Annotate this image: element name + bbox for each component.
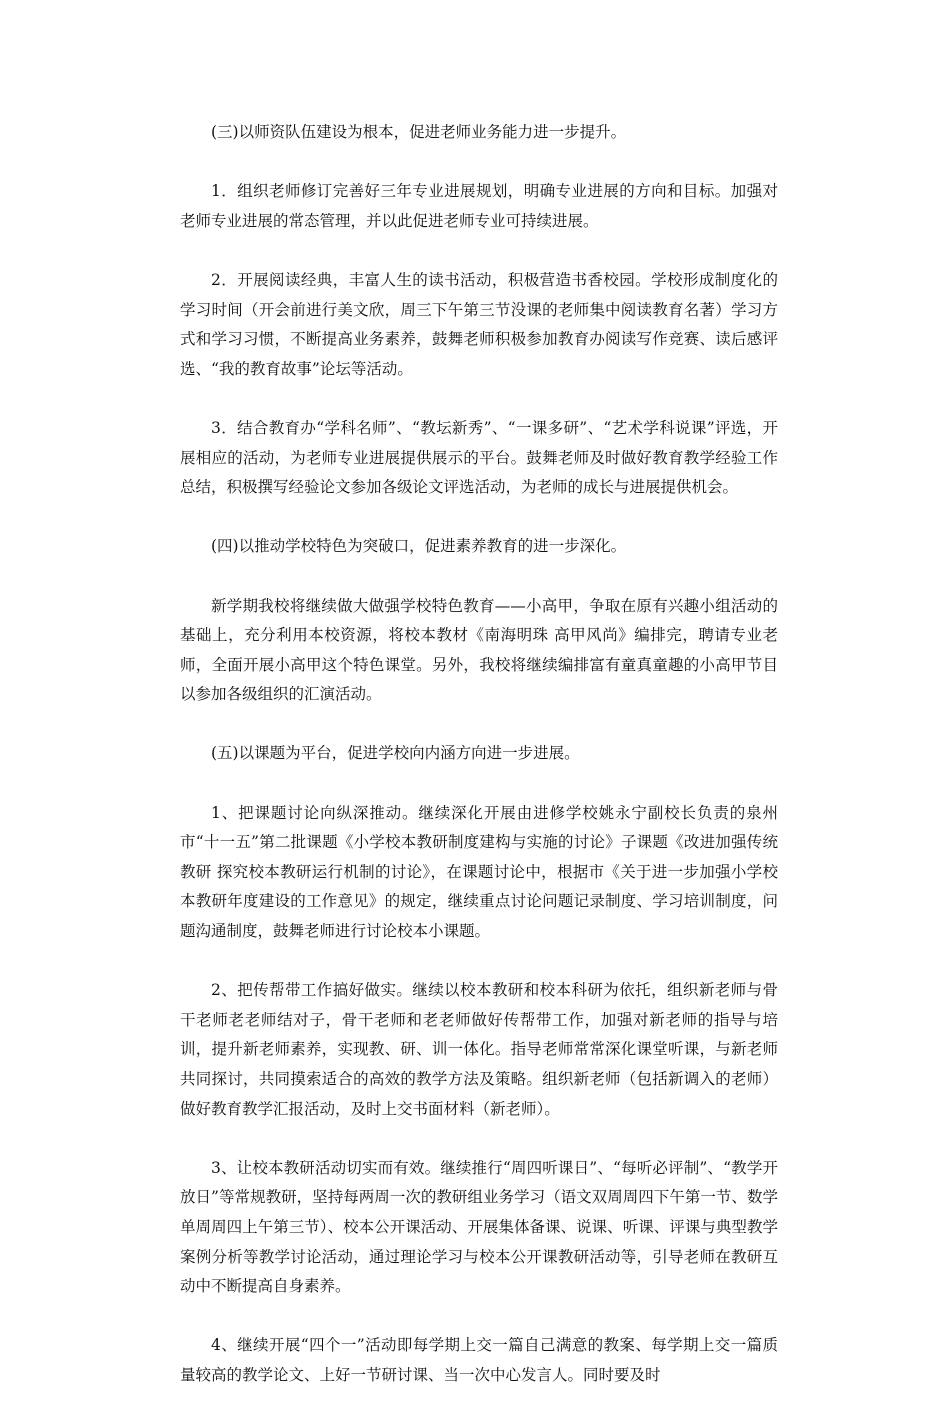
section-heading-5: (五)以课题为平台，促进学校向内涵方向进一步进展。	[211, 744, 580, 763]
document-body	[180, 118, 778, 1420]
section-heading-3: (三)以师资队伍建设为根本，促进老师业务能力进一步提升。	[211, 123, 627, 141]
paragraph-research-3: 3、让校本教研活动切实而有效。继续推行“周四听课日”、“每听必评制”、“教学开放日”等常规教研，坚持每两周一次的教研组业务学习（语文双周周四下午第一节、数学单周周四上午第三节）、校本公开课活动、开展集体备课、说课、听课、评课与典型教学案例分析等教学讨论活动，通过理论学习与校本公开课教研活动等，引导老师在教研互动中不断提高自身素养。	[180, 1158, 778, 1296]
paragraph-item-2: 2．开展阅读经典，丰富人生的读书活动，积极营造书香校园。学校形成制度化的学习时间（开会前进行美文欣，周三下午第三节没课的老师集中阅读教育名著）学习方式和学习习惯，不断提高业务素养，鼓舞老师积极参加教育办阅读写作竞赛、读后感评选、“我的教育故事”论坛等活动。	[180, 270, 778, 378]
section-heading-4: (四)以推动学校特色为突破口，促进素养教育的进一步深化。	[211, 537, 627, 556]
paragraph-gaojia: 新学期我校将继续做大做强学校特色教育——小高甲，争取在原有兴趣小组活动的基础上，充分利用本校资源，将校本教材《南海明珠 高甲风尚》编排完，聘请专业老师，全面开展小高甲这个特色课堂。另外，我校将继续编排富有童真童趣的小高甲节目以参加各级组织的汇演活动。	[180, 596, 778, 704]
paragraph-item-3: 3．结合教育办“学科名师”、“教坛新秀”、“一课多研”、“艺术学科说课”评选，开展相应的活动，为老师专业进展提供展示的平台。鼓舞老师及时做好教育教学经验工作总结，积极撰写经验论文参加各级论文评选活动，为老师的成长与进展提供机会。	[180, 418, 778, 497]
paragraph-research-2: 2、把传帮带工作搞好做实。继续以校本教研和校本科研为依托，组织新老师与骨干老师老老师结对子，骨干老师和老老师做好传帮带工作，加强对新老师的指导与培训，提升新老师素养，实现教、研、训一体化。指导老师常常深化课堂听课，与新老师共同探讨，共同摸索适合的高效的教学方法及策略。组织新老师（包括新调入的老师）做好教育教学汇报活动，及时上交书面材料（新老师）。	[180, 981, 778, 1118]
paragraph-research-1: 1、把课题讨论向纵深推动。继续深化开展由进修学校姚永宁副校长负责的泉州市“十一五”第二批课题《小学校本教研制度建构与实施的讨论》子课题《改进加强传统教研 探究校本教研运行机制的讨论》，在课题讨论中，根据市《关于进一步加强小学校本教研年度建设的工作意见》的规定，继续重点讨论问题记录制度、学习培训制度，问题沟通制度，鼓舞老师进行讨论校本小课题。	[180, 803, 778, 941]
paragraph-item-1: 1．组织老师修订完善好三年专业进展规划，明确专业进展的方向和目标。加强对老师专业进展的常态管理，并以此促进老师专业可持续进展。	[180, 182, 778, 230]
paragraph-research-4: 4、继续开展“四个一”活动即每学期上交一篇自己满意的教案、每学期上交一篇质量较高的教学论文、上好一节研讨课、当一次中心发言人。同时要及时	[180, 1336, 778, 1384]
